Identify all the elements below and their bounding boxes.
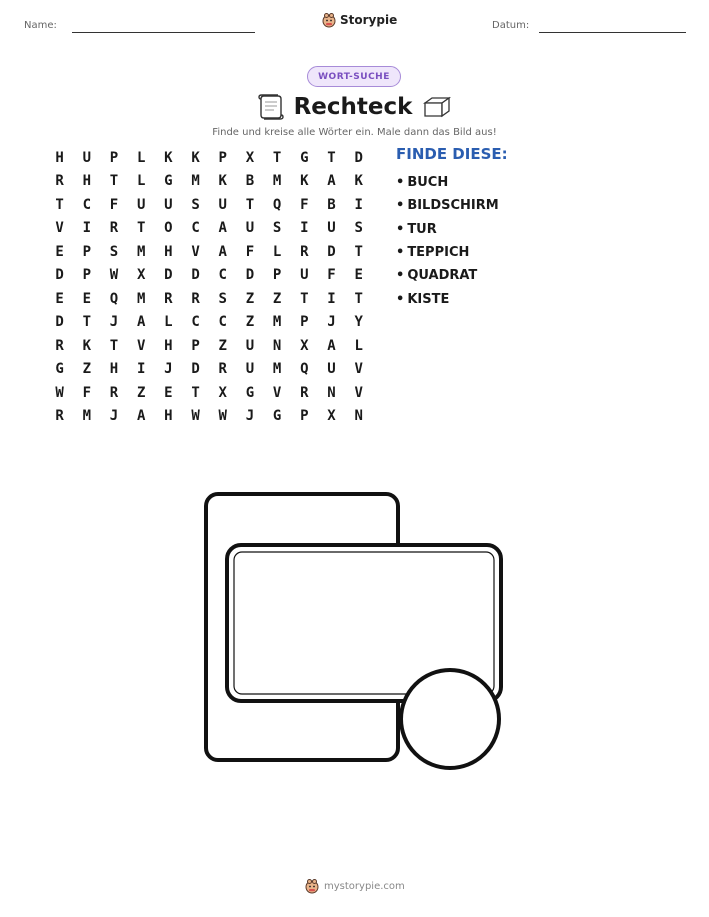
name-line	[72, 32, 255, 33]
grid-cell[interactable]: H	[82, 173, 91, 190]
grid-cell[interactable]: B	[327, 196, 336, 213]
grid-cell[interactable]: X	[300, 337, 309, 354]
bullet: •	[396, 268, 405, 284]
grid-cell[interactable]: Z	[245, 290, 255, 307]
grid-cell[interactable]: T	[245, 196, 255, 213]
grid-cell[interactable]: R	[300, 243, 309, 260]
grid-cell[interactable]: K	[354, 173, 363, 190]
grid-cell[interactable]: Z	[82, 361, 91, 378]
grid-cell[interactable]: F	[82, 384, 91, 401]
grid-cell[interactable]: X	[245, 149, 255, 166]
grid-cell[interactable]: V	[354, 361, 363, 378]
grid-cell[interactable]: S	[109, 243, 119, 260]
grid-cell[interactable]: R	[300, 384, 309, 401]
grid-cell[interactable]: K	[164, 149, 173, 166]
page-title: Rechteck	[293, 94, 413, 120]
grid-cell[interactable]: Q	[109, 290, 119, 307]
grid-cell[interactable]: J	[109, 408, 119, 425]
grid-cell[interactable]: W	[218, 408, 227, 425]
grid-cell[interactable]: Z	[272, 290, 282, 307]
grid-cell[interactable]: Z	[245, 314, 255, 331]
grid-cell[interactable]: U	[218, 196, 227, 213]
grid-cell[interactable]: X	[327, 408, 336, 425]
grid-cell[interactable]: H	[109, 361, 119, 378]
grid-cell[interactable]: U	[136, 196, 146, 213]
date-label: Datum:	[492, 20, 530, 31]
grid-cell[interactable]: V	[191, 243, 200, 260]
grid-cell[interactable]: R	[109, 220, 119, 237]
bullet: •	[396, 175, 405, 191]
grid-cell[interactable]: U	[327, 220, 336, 237]
grid-cell[interactable]: L	[164, 314, 173, 331]
word-text: KISTE	[407, 291, 450, 307]
grid-cell[interactable]: I	[354, 196, 363, 213]
grid-cell[interactable]: O	[164, 220, 173, 237]
grid-cell[interactable]: G	[300, 149, 309, 166]
grid-cell[interactable]: T	[191, 384, 200, 401]
grid-cell[interactable]: F	[300, 196, 309, 213]
grid-cell[interactable]: M	[136, 290, 146, 307]
grid-cell[interactable]: T	[354, 290, 363, 307]
grid-cell[interactable]: C	[191, 220, 200, 237]
grid-cell[interactable]: M	[272, 361, 282, 378]
bullet: •	[396, 221, 405, 237]
grid-cell[interactable]: E	[55, 290, 64, 307]
grid-cell[interactable]: J	[245, 408, 255, 425]
grid-cell[interactable]: D	[245, 267, 255, 284]
grid-cell[interactable]: T	[272, 149, 282, 166]
grid-cell[interactable]: Q	[272, 196, 282, 213]
footer	[305, 878, 405, 894]
brand-name: Storypie	[340, 13, 398, 27]
grid-cell[interactable]: P	[82, 267, 91, 284]
grid-cell[interactable]: V	[272, 384, 282, 401]
grid-cell[interactable]: F	[327, 267, 336, 284]
grid-cell[interactable]: J	[164, 361, 173, 378]
grid-cell[interactable]: R	[109, 384, 119, 401]
grid-cell[interactable]: R	[191, 290, 200, 307]
word-list-item	[396, 241, 499, 264]
grid-cell[interactable]: U	[300, 267, 309, 284]
grid-cell[interactable]: P	[300, 314, 309, 331]
grid-cell[interactable]: D	[191, 267, 200, 284]
bullet: •	[396, 291, 405, 307]
brand-logo	[322, 12, 397, 28]
storypie-mascot-icon	[305, 878, 319, 894]
scroll-icon	[258, 92, 284, 122]
grid-cell[interactable]: E	[82, 290, 91, 307]
grid-cell[interactable]: L	[136, 173, 146, 190]
word-list-item	[396, 287, 499, 310]
grid-cell[interactable]: S	[191, 196, 200, 213]
grid-cell[interactable]: H	[164, 243, 173, 260]
word-text: BILDSCHIRM	[407, 198, 499, 214]
grid-cell[interactable]: R	[164, 290, 173, 307]
grid-cell[interactable]: D	[55, 267, 64, 284]
grid-cell[interactable]: H	[164, 408, 173, 425]
grid-cell[interactable]: B	[245, 173, 255, 190]
grid-cell[interactable]: U	[245, 337, 255, 354]
word-list	[396, 171, 499, 311]
grid-cell[interactable]: E	[164, 384, 173, 401]
grid-cell[interactable]: I	[327, 290, 336, 307]
grid-cell[interactable]: W	[55, 384, 64, 401]
grid-cell[interactable]: M	[82, 408, 91, 425]
grid-cell[interactable]: S	[272, 220, 282, 237]
grid-cell[interactable]: L	[136, 149, 146, 166]
grid-cell[interactable]: A	[327, 173, 336, 190]
grid-cell[interactable]: J	[327, 314, 336, 331]
grid-cell[interactable]: K	[300, 173, 309, 190]
grid-cell[interactable]: U	[327, 361, 336, 378]
grid-cell[interactable]: T	[82, 314, 91, 331]
grid-cell[interactable]: P	[191, 337, 200, 354]
grid-cell[interactable]: A	[327, 337, 336, 354]
grid-cell[interactable]: U	[82, 149, 91, 166]
grid-cell[interactable]: A	[218, 220, 227, 237]
grid-cell[interactable]: R	[55, 337, 64, 354]
cube-icon	[422, 95, 452, 119]
grid-cell[interactable]: X	[136, 267, 146, 284]
word-text: BUCH	[407, 175, 449, 191]
grid-cell[interactable]: T	[55, 196, 64, 213]
grid-cell[interactable]: H	[164, 337, 173, 354]
grid-cell[interactable]: V	[55, 220, 64, 237]
grid-cell[interactable]: S	[354, 220, 363, 237]
grid-cell[interactable]: T	[109, 337, 119, 354]
grid-cell[interactable]: R	[55, 408, 64, 425]
grid-cell[interactable]: V	[136, 337, 146, 354]
word-list-title: FINDE DIESE:	[396, 145, 508, 163]
category-badge: WORT-SUCHE	[307, 66, 401, 87]
grid-cell[interactable]: C	[82, 196, 91, 213]
grid-cell[interactable]: N	[327, 384, 336, 401]
grid-cell[interactable]: N	[354, 408, 363, 425]
coloring-picture	[200, 488, 510, 778]
grid-cell[interactable]: P	[109, 149, 119, 166]
grid-cell[interactable]: J	[109, 314, 119, 331]
grid-cell[interactable]: W	[191, 408, 200, 425]
grid-cell[interactable]: Y	[354, 314, 363, 331]
word-text: QUADRAT	[407, 268, 478, 284]
grid-cell[interactable]: D	[354, 149, 363, 166]
grid-cell[interactable]: A	[136, 408, 146, 425]
grid-cell[interactable]: X	[218, 384, 227, 401]
grid-cell[interactable]: K	[191, 149, 200, 166]
grid-cell[interactable]: Z	[218, 337, 227, 354]
instructions: Finde und kreise alle Wörter ein. Male dann das Bild aus!	[212, 127, 497, 138]
circle-shape	[401, 670, 499, 768]
title-row	[250, 90, 460, 124]
grid-cell[interactable]: T	[354, 243, 363, 260]
word-text: TUR	[407, 221, 437, 237]
grid-cell[interactable]: R	[218, 361, 227, 378]
name-label: Name:	[24, 20, 57, 31]
grid-cell[interactable]: P	[218, 149, 227, 166]
grid-cell[interactable]: P	[300, 408, 309, 425]
grid-cell[interactable]: D	[164, 267, 173, 284]
grid-cell[interactable]: K	[218, 173, 227, 190]
grid-cell[interactable]: U	[164, 196, 173, 213]
footer-url: mystorypie.com	[324, 880, 405, 892]
grid-cell[interactable]: T	[136, 220, 146, 237]
grid-cell[interactable]: G	[55, 361, 64, 378]
date-line	[539, 32, 686, 33]
word-text: TEPPICH	[407, 245, 470, 261]
grid-cell[interactable]: G	[164, 173, 173, 190]
grid-cell[interactable]: F	[245, 243, 255, 260]
grid-cell[interactable]: G	[245, 384, 255, 401]
grid-cell[interactable]: M	[272, 314, 282, 331]
grid-cell[interactable]: N	[272, 337, 282, 354]
grid-cell[interactable]: D	[327, 243, 336, 260]
grid-cell[interactable]: T	[109, 173, 119, 190]
grid-cell[interactable]: C	[218, 314, 227, 331]
grid-cell[interactable]: P	[272, 267, 282, 284]
word-list-item	[396, 264, 499, 287]
grid-cell[interactable]: W	[109, 267, 119, 284]
grid-cell[interactable]: U	[245, 361, 255, 378]
grid-cell[interactable]: I	[136, 361, 146, 378]
grid-cell[interactable]: I	[300, 220, 309, 237]
bullet: •	[396, 198, 405, 214]
grid-cell[interactable]: E	[55, 243, 64, 260]
grid-cell[interactable]: U	[245, 220, 255, 237]
grid-cell[interactable]: F	[109, 196, 119, 213]
grid-cell[interactable]: M	[136, 243, 146, 260]
grid-cell[interactable]: R	[55, 173, 64, 190]
grid-cell[interactable]: I	[82, 220, 91, 237]
grid-cell[interactable]: S	[218, 290, 227, 307]
word-list-item	[396, 194, 499, 217]
grid-cell[interactable]: D	[55, 314, 64, 331]
grid-cell[interactable]: K	[82, 337, 91, 354]
word-search-grid	[46, 146, 372, 428]
grid-cell[interactable]: P	[82, 243, 91, 260]
word-list-item	[396, 218, 499, 241]
grid-cell[interactable]: T	[300, 290, 309, 307]
grid-cell[interactable]: L	[272, 243, 282, 260]
grid-cell[interactable]: C	[191, 314, 200, 331]
grid-cell[interactable]: C	[218, 267, 227, 284]
grid-cell[interactable]: A	[136, 314, 146, 331]
grid-cell[interactable]: Q	[300, 361, 309, 378]
grid-cell[interactable]: M	[272, 173, 282, 190]
bullet: •	[396, 245, 405, 261]
grid-cell[interactable]: H	[55, 149, 64, 166]
grid-cell[interactable]: A	[218, 243, 227, 260]
grid-cell[interactable]: M	[191, 173, 200, 190]
word-list-item	[396, 171, 499, 194]
grid-cell[interactable]: V	[354, 384, 363, 401]
storypie-mascot-icon	[322, 12, 336, 28]
grid-cell[interactable]: T	[327, 149, 336, 166]
grid-cell[interactable]: Z	[136, 384, 146, 401]
grid-cell[interactable]: D	[191, 361, 200, 378]
grid-cell[interactable]: E	[354, 267, 363, 284]
grid-cell[interactable]: G	[272, 408, 282, 425]
grid-cell[interactable]: L	[354, 337, 363, 354]
